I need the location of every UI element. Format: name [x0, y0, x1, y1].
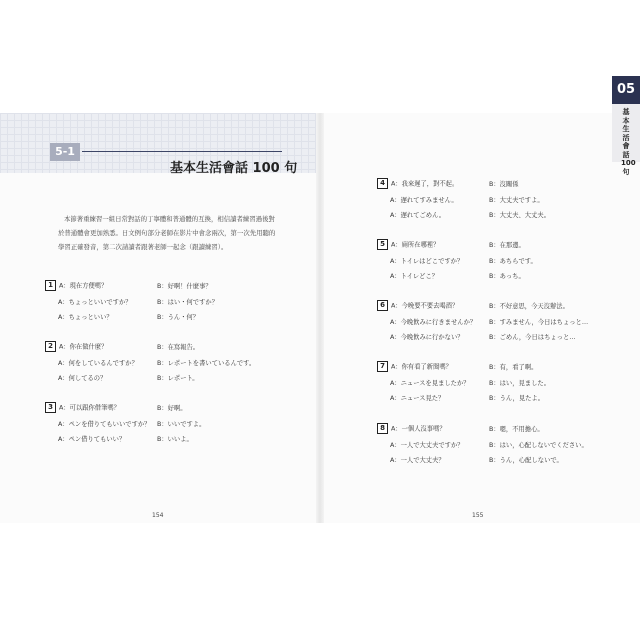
chapter-label: 基本生活會話100句 — [621, 108, 636, 176]
polite-b: B：いいですよ。 — [157, 421, 206, 428]
dialogue-number: 1 — [45, 280, 56, 291]
polite-a: A：何をしているんですか？ — [58, 360, 138, 367]
page-number-right: 155 — [472, 512, 484, 519]
dialogue-question: A：一個人沒事嗎？ — [391, 425, 446, 433]
dialogue-question: A：廁所在哪裡？ — [391, 241, 440, 249]
dialogue-number: 2 — [45, 341, 56, 352]
dialogue-answer: B：有，看了啊。 — [489, 364, 538, 371]
casual-a: A：ニュース見た？ — [390, 395, 445, 402]
polite-b: B：あちらです。 — [489, 258, 537, 265]
polite-a: A：一人で大丈夫ですか？ — [390, 442, 464, 449]
casual-b: B：うん・何？ — [157, 314, 200, 321]
casual-b: B：ごめん，今日はちょっと… — [489, 334, 576, 341]
polite-b: B：はい・何ですか？ — [157, 299, 218, 306]
casual-b: B：大丈夫、大丈夫。 — [489, 212, 550, 219]
dialogue-question: A：可以跟你借筆嗎？ — [59, 404, 120, 412]
casual-b: B：うん，見たよ。 — [489, 395, 545, 402]
section-number: 5-1 — [50, 143, 80, 161]
chapter-number: 05 — [612, 76, 640, 104]
header-rule — [82, 151, 282, 152]
casual-a: A：一人で大丈夫？ — [390, 457, 445, 464]
dialogue-number: 8 — [377, 423, 388, 434]
book-gutter — [316, 113, 324, 523]
dialogue-answer: B：沒關係 — [489, 181, 519, 188]
left-page — [0, 113, 318, 523]
section-title: 基本生活會話 100 句 — [170, 161, 298, 176]
casual-a: A：ペン借りてもいい？ — [58, 436, 126, 443]
right-page — [320, 113, 640, 523]
dialogue-question: A：今晚要不要去喝酒？ — [391, 302, 459, 310]
polite-a: A：ちょっといいですか？ — [58, 299, 132, 306]
casual-b: B：いいよ。 — [157, 436, 193, 443]
dialogue-question: A：我來遲了，對不起。 — [391, 180, 459, 188]
polite-a: A：ニュースを見ましたか？ — [390, 380, 470, 387]
polite-b: B：レポートを書いているんです。 — [157, 360, 256, 367]
dialogue-answer: B：好啊！什麼事？ — [157, 283, 212, 290]
dialogue-question: A：你在做什麼？ — [59, 343, 108, 351]
casual-b: B：あっち。 — [489, 273, 525, 280]
dialogue-answer: B：不好意思，今天沒辦法。 — [489, 303, 569, 310]
polite-b: B：はい，心配しないでください。 — [489, 442, 588, 449]
casual-a: A：トイレどこ？ — [390, 273, 439, 280]
dialogue-answer: B：在那邊。 — [489, 242, 525, 249]
dialogue-question: A：你有看了新聞嗎？ — [391, 363, 452, 371]
page-number-left: 154 — [152, 512, 164, 519]
casual-a: A：ちょっといい？ — [58, 314, 113, 321]
dialogue-number: 3 — [45, 402, 56, 413]
casual-a: A：今晩飲みに行かない？ — [390, 334, 464, 341]
polite-b: B：はい，見ました。 — [489, 380, 550, 387]
dialogue-answer: B：嗯，不用擔心。 — [489, 426, 544, 433]
polite-a: A：今晩飲みに行きませんか？ — [390, 319, 477, 326]
casual-a: A：何してるの？ — [58, 375, 107, 382]
dialogue-question: A：現在方便嗎？ — [59, 282, 108, 290]
dialogue-answer: B：在寫報告。 — [157, 344, 200, 351]
dialogue-number: 7 — [377, 361, 388, 372]
polite-b: B：大丈夫ですよ。 — [489, 197, 544, 204]
dialogue-number: 6 — [377, 300, 388, 311]
polite-b: B：すみません，今日はちょっと… — [489, 319, 589, 326]
polite-a: A：遅れてすみません。 — [390, 197, 458, 204]
casual-a: A：遅れてごめん。 — [390, 212, 446, 219]
dialogue-number: 4 — [377, 178, 388, 189]
casual-b: B：レポート。 — [157, 375, 199, 382]
intro-paragraph: 本節著重練習一組日常對話的丁寧體和普通體的互換，相信讀者練習過後對於普通體會更加熟悉。日文例句部分老師在影片中會念兩次，第一次先用聽的學習正確發音，第二次請讀者跟著老師一起念（跟讀練習）。 — [58, 215, 276, 251]
polite-a: A：ペンを借りてもいいですか？ — [58, 421, 151, 428]
polite-a: A：トイレはどこですか？ — [390, 258, 464, 265]
dialogue-number: 5 — [377, 239, 388, 250]
casual-b: B：うん，心配しないで。 — [489, 457, 563, 464]
dialogue-answer: B：好啊。 — [157, 405, 187, 412]
